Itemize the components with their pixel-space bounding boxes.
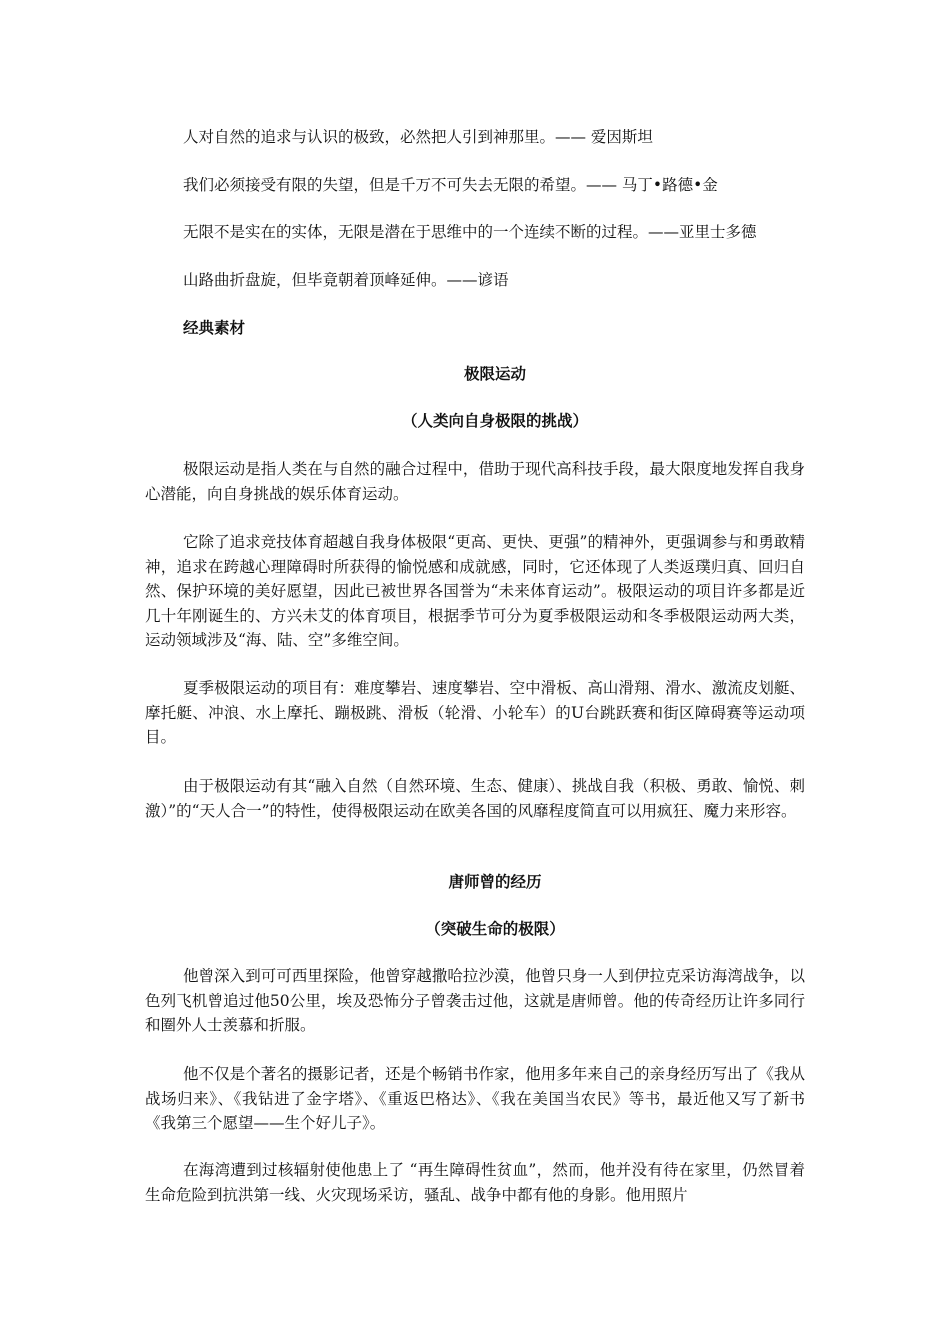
article1-title: 极限运动	[463, 365, 526, 383]
article2-paragraph: 在海湾遭到过核辐射使他患上了 “再生障碍性贫血”，然而，他并没有待在家里，仍然冒着生命危险到抗洪第一线、火灾现场采访，骚乱、战争中都有他的身影。他用照片	[145, 1161, 805, 1204]
article2-title: 唐师曾的经历	[448, 873, 542, 891]
article1-paragraph: 夏季极限运动的项目有：难度攀岩、速度攀岩、空中滑板、高山滑翔、滑水、激流皮划艇、摩托艇、冲浪、水上摩托、蹦极跳、滑板（轮滑、小轮车）的U台跳跃赛和街区障碍赛等运动项目。	[145, 679, 805, 746]
quote-einstein: 人对自然的追求与认识的极致，必然把人引到神那里。—— 爱因斯坦	[183, 128, 653, 146]
article1-paragraph: 它除了追求竞技体育超越自我身体极限“更高、更快、更强”的精神外，更强调参与和勇敢精神，追求在跨越心理障碍时所获得的愉悦感和成就感，同时，它还体现了人类返璞归真、回归自然、保护环境的美好愿望，因此已被世界各国誉为“未来体育运动”。极限运动的项目许多都是近几十年刚诞生的、方兴未艾的体育项目，根据季节可分为夏季极限运动和冬季极限运动两大类，运动领域涉及“海、陆、空”多维空间。	[145, 533, 805, 649]
section-heading: 经典素材	[183, 319, 246, 337]
article1-paragraph: 由于极限运动有其“融入自然（自然环境、生态、健康）、挑战自我（积极、勇敢、愉悦、刺激）”的“天人合一”的特性，使得极限运动在欧美各国的风靡程度简直可以用疯狂、魔力来形容。	[145, 777, 805, 820]
quote-aristotle: 无限不是实在的实体，无限是潜在于思维中的一个连续不断的过程。——亚里士多德	[183, 223, 757, 241]
article1-paragraph: 极限运动是指人类在与自然的融合过程中，借助于现代高科技手段，最大限度地发挥自我身心潜能，向自身挑战的娱乐体育运动。	[145, 460, 805, 503]
quote-mlk: 我们必须接受有限的失望，但是千万不可失去无限的希望。—— 马丁•路德•金	[183, 176, 718, 194]
article2-paragraph: 他曾深入到可可西里探险，他曾穿越撒哈拉沙漠，他曾只身一人到伊拉克采访海湾战争，以色列飞机曾追过他50公里，埃及恐怖分子曾袭击过他，这就是唐师曾。他的传奇经历让许多同行和圈外人士羡慕和折服。	[145, 967, 805, 1034]
article2-subtitle: （突破生命的极限）	[425, 920, 565, 938]
quote-proverb: 山路曲折盘旋，但毕竟朝着顶峰延伸。——谚语	[183, 271, 509, 289]
article2-paragraph: 他不仅是个著名的摄影记者，还是个畅销书作家，他用多年来自己的亲身经历写出了《我从战场归来》、《我钻进了金字塔》、《重返巴格达》、《我在美国当农民》等书，最近他又写了新书《我第三个愿望——生个好儿子》。	[145, 1065, 805, 1132]
article1-subtitle: （人类向自身极限的挑战）	[401, 412, 588, 430]
